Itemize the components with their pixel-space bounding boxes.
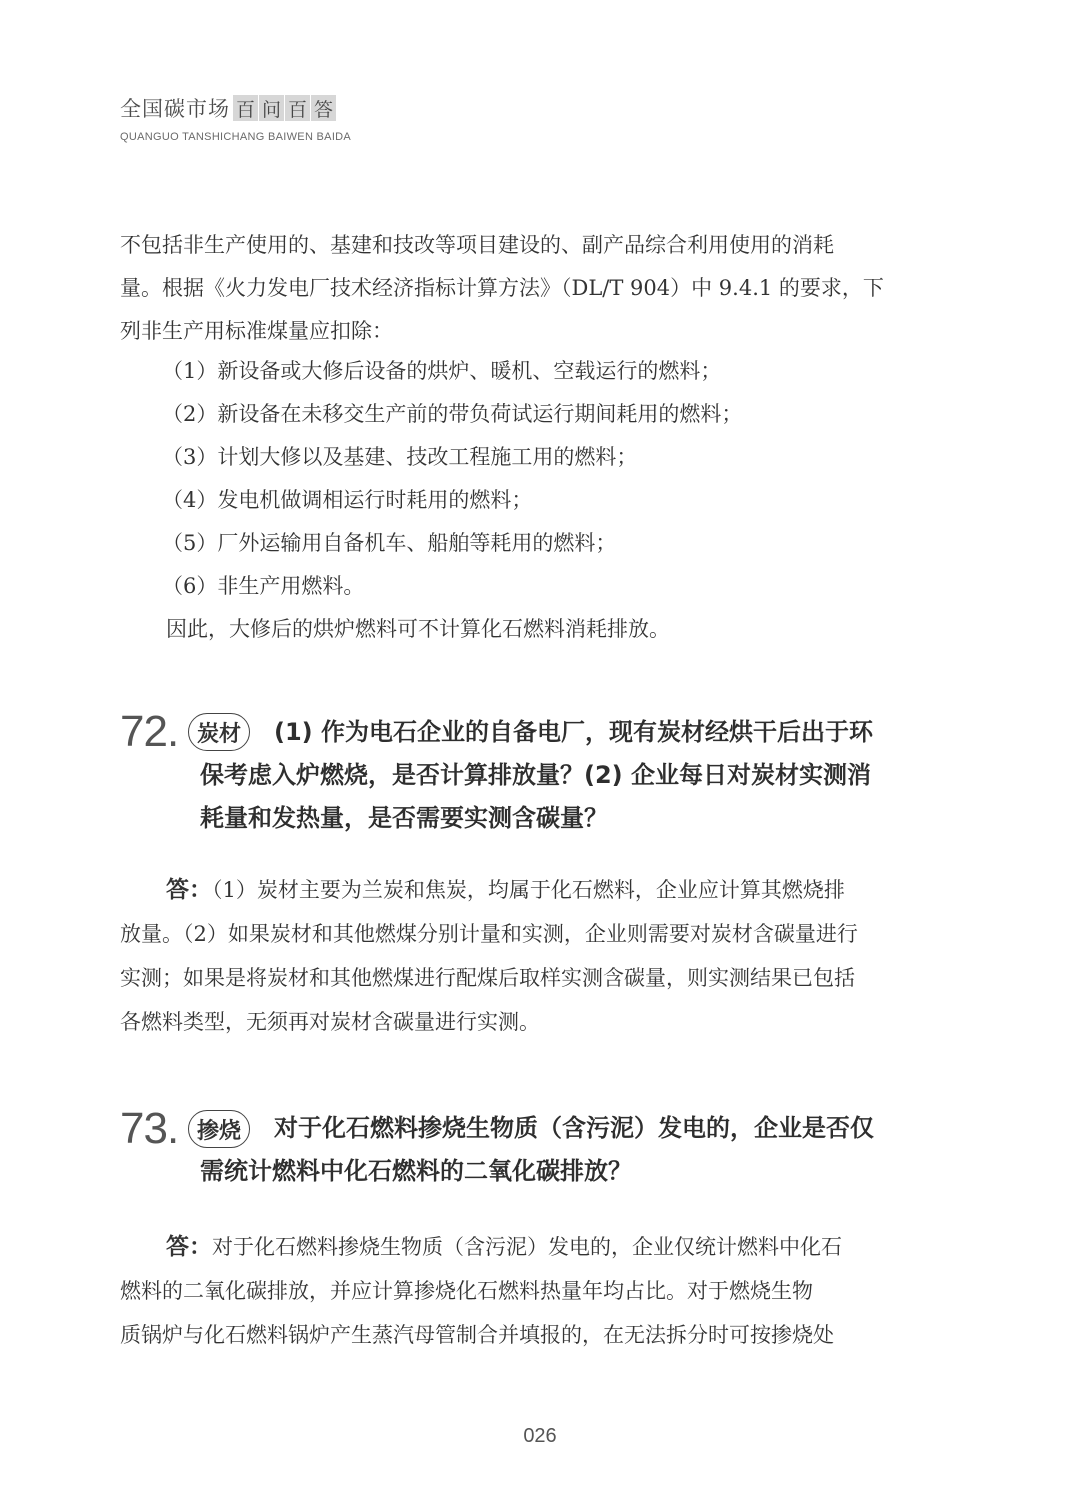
question-line: 对于化石燃料掺烧生物质（含污泥）发电的，企业是否仅: [274, 1114, 874, 1142]
header-box-char: 百: [233, 95, 258, 121]
answer-line: （1）炭材主要为兰炭和焦炭，均属于化石燃料，企业应计算其燃烧排: [212, 878, 845, 902]
answer-73: [120, 1225, 932, 1357]
question-tag: 掺烧: [188, 1110, 250, 1148]
list-item: （2）新设备在未移交生产前的带负荷试运行期间耗用的燃料；: [162, 402, 743, 426]
answer-line: 实测；如果是将炭材和其他燃煤进行配煤后取样实测含碳量，则实测结果已包括: [120, 966, 855, 990]
answer-line: 质锅炉与化石燃料锅炉产生蒸汽母管制合并填报的，在无法拆分时可按掺烧处: [120, 1323, 834, 1347]
answer-72: [120, 868, 932, 1044]
question-tag: 炭材: [188, 713, 250, 751]
answer-label: 答：: [166, 1234, 212, 1260]
answer-line: 各燃料类型，无须再对炭材含碳量进行实测。: [120, 1010, 540, 1034]
intro-paragraph: [120, 224, 932, 353]
header-title-boxed: [233, 95, 337, 121]
question-line: 需统计燃料中化石燃料的二氧化碳排放？: [200, 1157, 632, 1185]
header-subtitle: QUANGUO TANSHICHANG BAIWEN BAIDA: [120, 131, 352, 143]
header-box-char: 答: [311, 95, 336, 121]
conclusion-text: 因此，大修后的烘炉燃料可不计算化石燃料消耗排放。: [166, 617, 670, 641]
question-72-text: [200, 711, 873, 840]
answer-line: 放量。（2）如果炭材和其他燃煤分别计量和实测，企业则需要对炭材含碳量进行: [120, 922, 858, 946]
paragraph-line: 列非生产用标准煤量应扣除：: [120, 319, 393, 343]
list-item: （1）新设备或大修后设备的烘炉、暖机、空载运行的燃料；: [162, 359, 722, 383]
header-box-char: 问: [259, 95, 284, 121]
list-item: （5）厂外运输用自备机车、船舶等耗用的燃料；: [162, 531, 617, 555]
paragraph-line: 量。根据《火力发电厂技术经济指标计算方法》（DL/T 904）中 9.4.1 的要求，下: [120, 276, 884, 300]
answer-line: 对于化石燃料掺烧生物质（含污泥）发电的，企业仅统计燃料中化石: [212, 1235, 842, 1259]
question-number: 73.: [120, 1104, 179, 1153]
list-item: （4）发电机做调相运行时耗用的燃料；: [162, 488, 533, 512]
question-73-text: [200, 1107, 874, 1193]
question-line: 保考虑入炉燃烧，是否计算排放量？(2) 企业每日对炭材实测消: [200, 761, 871, 789]
answer-label: 答：: [166, 877, 212, 903]
header-title: [120, 93, 351, 123]
list-item: （6）非生产用燃料。: [162, 574, 365, 598]
header-box-char: 百: [285, 95, 310, 121]
answer-line: 燃料的二氧化碳排放，并应计算掺烧化石燃料热量年均占比。对于燃烧生物: [120, 1279, 813, 1303]
question-line: 耗量和发热量，是否需要实测含碳量？: [200, 804, 608, 832]
list-item: （3）计划大修以及基建、技改工程施工用的燃料；: [162, 445, 638, 469]
question-number: 72.: [120, 707, 179, 756]
page-number: 026: [523, 1425, 557, 1447]
running-header: [120, 93, 351, 143]
question-line: (1) 作为电石企业的自备电厂，现有炭材经烘干后出于环: [274, 718, 873, 746]
paragraph-line: 不包括非生产使用的、基建和技改等项目建设的、副产品综合利用使用的消耗: [120, 233, 834, 257]
header-title-main: 全国碳市场: [120, 97, 230, 121]
deduction-list: [162, 350, 742, 608]
